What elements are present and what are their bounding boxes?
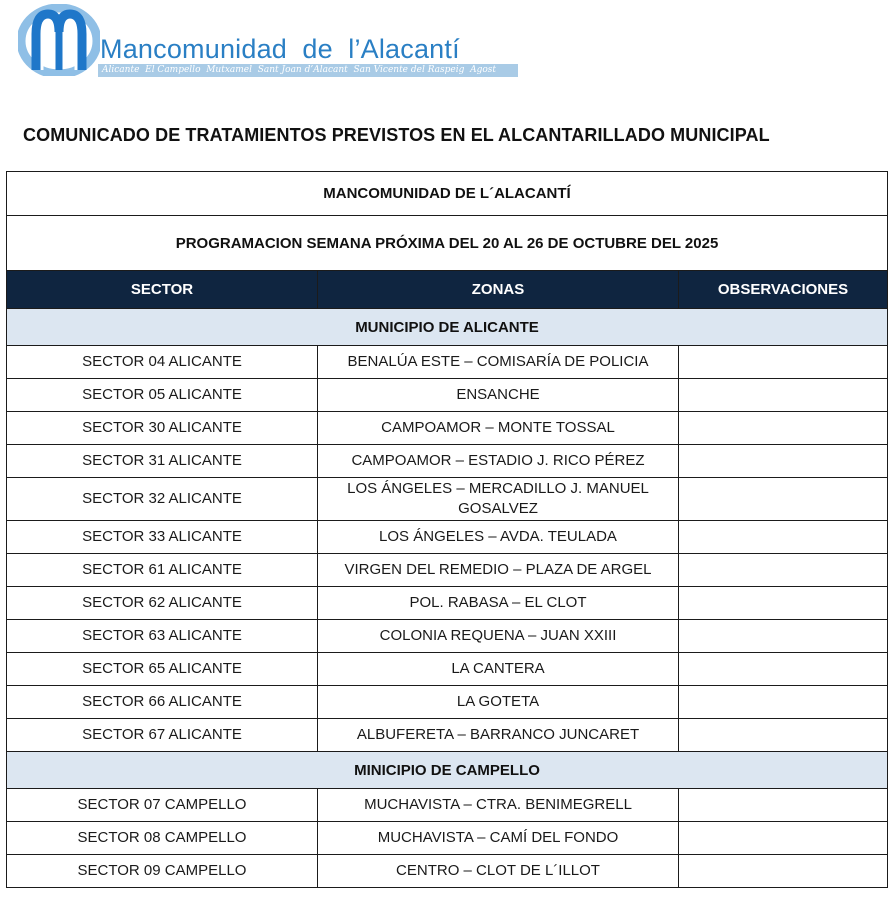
zona-cell: POL. RABASA – EL CLOT: [318, 587, 679, 620]
sector-cell: SECTOR 66 ALICANTE: [7, 686, 318, 719]
zona-cell: CAMPOAMOR – ESTADIO J. RICO PÉREZ: [318, 445, 679, 478]
zona-cell: MUCHAVISTA – CAMÍ DEL FONDO: [318, 822, 679, 855]
zona-cell: ALBUFERETA – BARRANCO JUNCARET: [318, 719, 679, 752]
sector-cell: SECTOR 67 ALICANTE: [7, 719, 318, 752]
organization-name: MANCOMUNIDAD DE L´ALACANTÍ: [7, 172, 888, 216]
table-row: [7, 521, 888, 554]
observaciones-cell: [679, 789, 888, 822]
observaciones-cell: [679, 855, 888, 888]
sector-cell: SECTOR 63 ALICANTE: [7, 620, 318, 653]
sector-cell: SECTOR 05 ALICANTE: [7, 379, 318, 412]
table-row: [7, 412, 888, 445]
zona-cell: COLONIA REQUENA – JUAN XXIII: [318, 620, 679, 653]
observaciones-cell: [679, 686, 888, 719]
observaciones-cell: [679, 379, 888, 412]
zona-cell: CENTRO – CLOT DE L´ILLOT: [318, 855, 679, 888]
observaciones-cell: [679, 445, 888, 478]
table-row: [7, 554, 888, 587]
sector-cell: SECTOR 33 ALICANTE: [7, 521, 318, 554]
observaciones-cell: [679, 822, 888, 855]
zona-cell: ENSANCHE: [318, 379, 679, 412]
table-row: [7, 789, 888, 822]
table-row: [7, 379, 888, 412]
municipality-name: MUNICIPIO DE ALICANTE: [7, 309, 888, 346]
observaciones-cell: [679, 346, 888, 379]
table-row: [7, 653, 888, 686]
column-header-row: [7, 271, 888, 309]
sector-cell: SECTOR 30 ALICANTE: [7, 412, 318, 445]
sector-cell: SECTOR 32 ALICANTE: [7, 478, 318, 521]
observaciones-cell: [679, 653, 888, 686]
table-row: [7, 346, 888, 379]
municipality-name: MINICIPIO DE CAMPELLO: [7, 752, 888, 789]
zona-cell: BENALÚA ESTE – COMISARÍA DE POLICIA: [318, 346, 679, 379]
zona-cell: LOS ÁNGELES – AVDA. TEULADA: [318, 521, 679, 554]
organization-row: [7, 172, 888, 216]
table-row: [7, 445, 888, 478]
mancomunidad-logo: [18, 4, 528, 78]
period-row: [7, 216, 888, 271]
sector-cell: SECTOR 65 ALICANTE: [7, 653, 318, 686]
zona-cell: LOS ÁNGELES – MERCADILLO J. MANUEL GOSALVEZ: [318, 478, 679, 521]
zona-cell: LA CANTERA: [318, 653, 679, 686]
observaciones-cell: [679, 478, 888, 521]
table-row: [7, 686, 888, 719]
schedule-period: PROGRAMACION SEMANA PRÓXIMA DEL 20 AL 26 DE OCTUBRE DEL 2025: [7, 216, 888, 271]
table-row: [7, 478, 888, 521]
observaciones-cell: [679, 587, 888, 620]
municipality-row: [7, 309, 888, 346]
document-title: COMUNICADO DE TRATAMIENTOS PREVISTOS EN EL ALCANTARILLADO MUNICIPAL: [23, 125, 770, 145]
zona-cell: LA GOTETA: [318, 686, 679, 719]
logo-title: Mancomunidad de l’Alacantí: [100, 34, 460, 64]
sector-cell: SECTOR 61 ALICANTE: [7, 554, 318, 587]
zona-cell: MUCHAVISTA – CTRA. BENIMEGRELL: [318, 789, 679, 822]
sector-cell: SECTOR 31 ALICANTE: [7, 445, 318, 478]
municipality-row: [7, 752, 888, 789]
zona-cell: VIRGEN DEL REMEDIO – PLAZA DE ARGEL: [318, 554, 679, 587]
table-row: [7, 587, 888, 620]
column-header-zonas: ZONAS: [318, 271, 679, 309]
table-row: [7, 620, 888, 653]
observaciones-cell: [679, 521, 888, 554]
mancomunidad-m-logo-icon: [18, 4, 100, 76]
sector-cell: SECTOR 62 ALICANTE: [7, 587, 318, 620]
table-row: [7, 822, 888, 855]
schedule-table: [6, 171, 888, 888]
sector-cell: SECTOR 09 CAMPELLO: [7, 855, 318, 888]
zona-cell: CAMPOAMOR – MONTE TOSSAL: [318, 412, 679, 445]
observaciones-cell: [679, 554, 888, 587]
column-header-observaciones: OBSERVACIONES: [679, 271, 888, 309]
table-row: [7, 719, 888, 752]
sector-cell: SECTOR 08 CAMPELLO: [7, 822, 318, 855]
observaciones-cell: [679, 620, 888, 653]
sector-cell: SECTOR 04 ALICANTE: [7, 346, 318, 379]
logo-towns: Alicante El Campello Mutxamel Sant Joan d’Alacant San Vicente del Raspeig Agost: [102, 65, 497, 75]
sector-cell: SECTOR 07 CAMPELLO: [7, 789, 318, 822]
observaciones-cell: [679, 412, 888, 445]
observaciones-cell: [679, 719, 888, 752]
column-header-sector: SECTOR: [7, 271, 318, 309]
table-row: [7, 855, 888, 888]
